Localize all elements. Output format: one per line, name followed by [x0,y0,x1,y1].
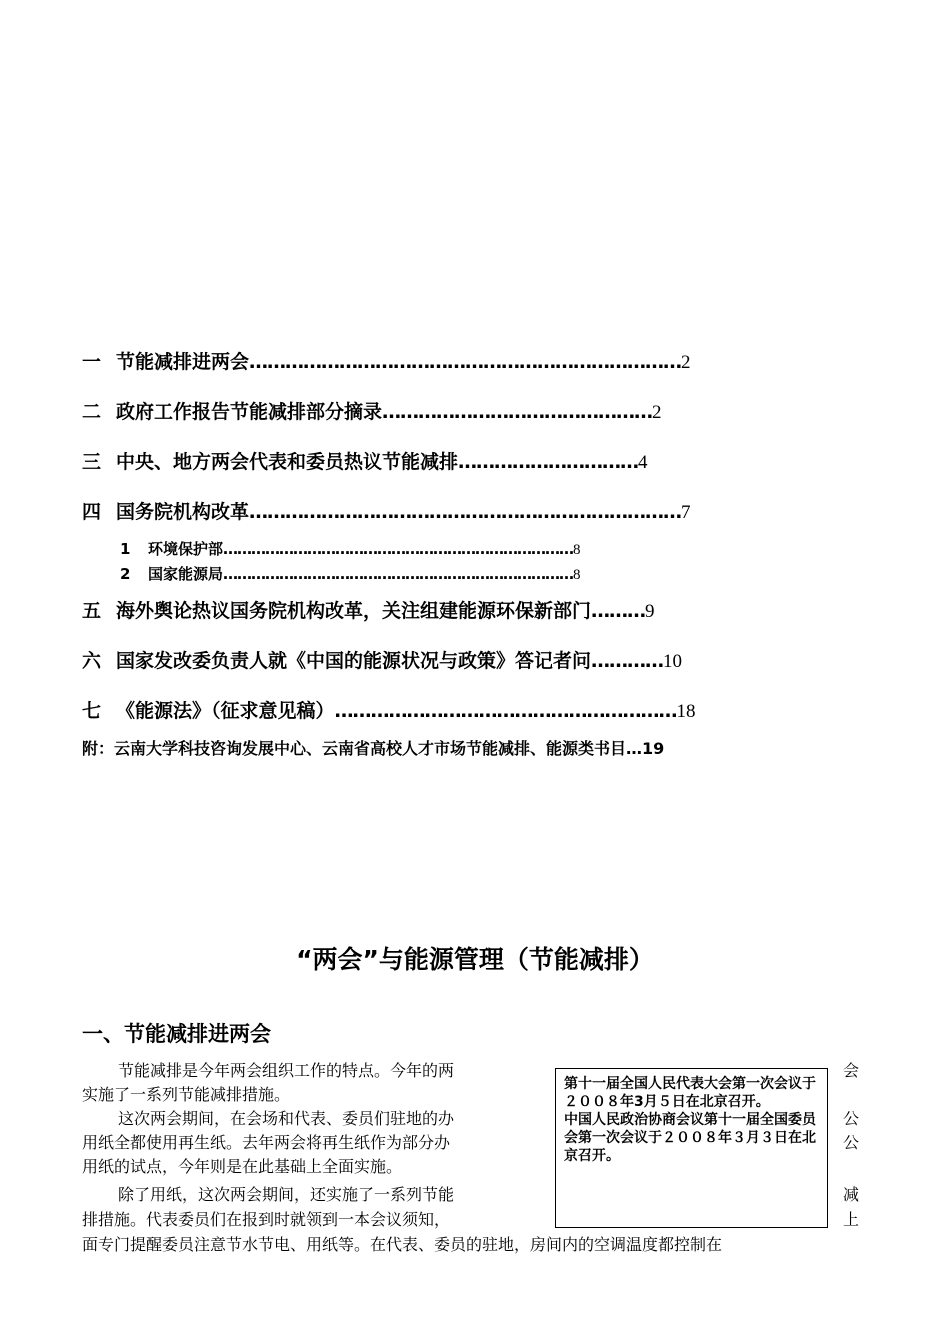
toc-entry-page: 18 [676,701,696,722]
body-side-char: 减 [843,1185,860,1204]
notice-cppcc: 中国人民政治协商会议第十一届全国委员会第一次会议于２００８年３月３日在北京召开。 [564,1112,816,1164]
toc-entry-number: 三 [82,451,102,473]
toc-entry-page: 10 [663,651,683,672]
toc-subentry-2[interactable] [120,564,581,585]
toc-entry-3[interactable] [82,450,648,475]
toc-entry-1[interactable] [82,350,691,375]
toc-entry-title: 环境保护部 [148,540,224,558]
body-line: 用纸的试点，今年则是在此基础上全面实施。 [82,1157,403,1176]
body-line: 用纸全都使用再生纸。去年两会将再生纸作为部分办 [82,1133,451,1152]
toc-entry-5[interactable] [82,599,655,624]
toc-entry-6[interactable] [82,649,682,674]
toc-leader-dots: ……………………………………… [382,401,653,423]
toc-entry-number: 六 [82,650,102,672]
toc-entry-title: 节能减排进两会 [116,351,250,373]
notice-box [555,1068,828,1228]
toc-entry-title: 国家发改委负责人就《中国的能源状况与政策》答记者问 [116,650,592,672]
toc-subentry-1[interactable] [120,539,581,560]
body-side-char: 公 [843,1109,860,1128]
body-line: 面专门提醒委员注意节水节电、用纸等。在代表、委员的驻地，房间内的空调温度都控制在 [82,1235,723,1254]
toc-entry-page: 4 [638,452,648,473]
toc-leader-dots: ……………………………………………………………… [249,501,682,523]
toc-leader-dots: ………………………………………………………………… [223,565,574,583]
body-line: 排措施。代表委员们在报到时就领到一本会议须知， [82,1210,451,1229]
toc-entry-page: 8 [573,567,581,583]
body-line: 实施了一系列节能减排措施。 [82,1085,291,1104]
toc-entry-title: 政府工作报告节能减排部分摘录 [116,401,383,423]
toc-appendix[interactable]: 附：云南大学科技咨询发展中心、云南省高校人才市场节能减排、能源类书目…19 [82,739,665,758]
body-side-char: 会 [843,1061,860,1080]
section-heading: 一、节能减排进两会 [82,1022,271,1046]
toc-entry-title: 海外舆论热议国务院机构改革，关注组建能源环保新部门 [116,600,592,622]
toc-entry-7[interactable] [82,699,696,724]
toc-entry-number: 五 [82,600,102,622]
toc-entry-number: 1 [120,540,131,558]
toc-entry-page: 2 [652,402,662,423]
body-line: 这次两会期间，在会场和代表、委员们驻地的办 [118,1109,455,1128]
body-line: 除了用纸，这次两会期间，还实施了一系列节能 [118,1185,455,1204]
toc-leader-dots: ………………………… [458,451,639,473]
toc-leader-dots: ……………………………………………………………… [249,351,682,373]
toc-entry-title: 国务院机构改革 [116,501,250,523]
toc-entry-number: 一 [82,351,102,373]
toc-entry-number: 2 [120,565,131,583]
body-side-char: 公 [843,1133,860,1152]
toc-entry-page: 9 [645,601,655,622]
toc-entry-title: 中央、地方两会代表和委员热议节能减排 [116,451,459,473]
toc-leader-dots: ………………………………………………… [334,700,677,722]
toc-entry-number: 四 [82,501,102,523]
toc-entry-title: 《能源法》（征求意见稿） [116,700,335,722]
toc-entry-4[interactable] [82,500,691,525]
toc-entry-page: 7 [681,502,691,523]
toc-entry-page: 8 [573,542,581,558]
toc-entry-number: 七 [82,700,102,722]
toc-leader-dots: ………………………………………………………………… [223,540,574,558]
toc-entry-page: 2 [681,352,691,373]
toc-entry-title: 国家能源局 [148,565,224,583]
toc-entry-number: 二 [82,401,102,423]
notice-npc: 第十一届全国人民代表大会第一次会议于２００８年3月５日在北京召开。 [564,1076,816,1110]
document-title: “两会”与能源管理（节能减排） [296,945,654,974]
toc-leader-dots: ……… [591,600,646,622]
body-side-char: 上 [843,1210,860,1229]
toc-leader-dots: ………… [591,650,664,672]
toc-entry-2[interactable] [82,400,662,425]
body-line: 节能减排是今年两会组织工作的特点。今年的两 [118,1061,455,1080]
